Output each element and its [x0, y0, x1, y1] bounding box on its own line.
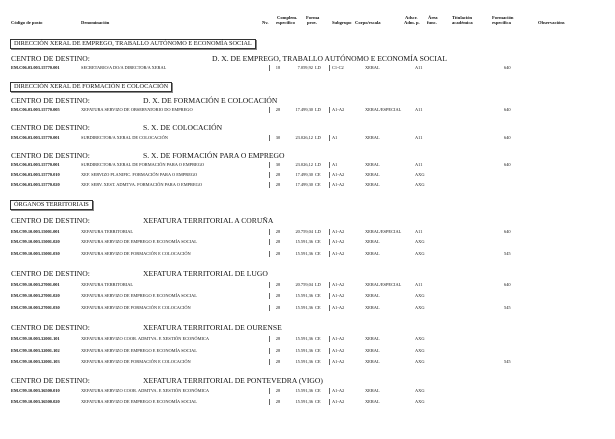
cell-code: EM.C99.10.003.15001.030: [11, 251, 60, 256]
centro-label: CENTRO DE DESTINO:: [11, 216, 90, 225]
cell-complemento: 15.591,36: [295, 359, 313, 364]
cell-complemento: 20.759,04: [295, 282, 313, 287]
cell-subgrupo: A1-A2: [332, 348, 345, 353]
cell-adscripcion: AXG: [415, 182, 425, 187]
cell-nv: 28: [275, 399, 281, 404]
header-formacion-2: específica: [492, 20, 511, 25]
table-row: [11, 238, 609, 246]
cell-forma: CE: [315, 399, 321, 404]
cell-nv: 28: [275, 172, 281, 177]
cell-nv: 28: [275, 336, 281, 341]
cell-subgrupo: A1-A2: [332, 107, 345, 112]
header-area-2: func.: [427, 20, 437, 25]
centro-label: CENTRO DE DESTINO:: [11, 96, 90, 105]
cell-divider: [269, 359, 270, 365]
cell-complemento: 15.591,36: [295, 239, 313, 244]
header-titulacion-2: académica: [452, 20, 473, 25]
cell-subgrupo: A1-A2: [332, 229, 345, 234]
cell-nv: 28: [275, 182, 281, 187]
cell-denominacion: XEFATURA SERVIZO DE OBSERVATORIO DO EMPREGO: [81, 107, 193, 112]
cell-divider: [329, 348, 330, 354]
cell-formacion: 640: [504, 65, 511, 70]
cell-adscripcion: AXG: [415, 239, 425, 244]
section-title: DIRECCIÓN XERAL DE EMPREGO, TRABALLO AUTÓNOMO E ECONOMÍA SOCIAL: [10, 39, 256, 49]
centro-label: CENTRO DE DESTINO:: [11, 123, 90, 132]
cell-nv: 28: [275, 359, 281, 364]
cell-divider: [329, 172, 330, 178]
cell-forma: CE: [315, 388, 321, 393]
header-forma-2: prov.: [307, 20, 317, 25]
header-adscr-1: Adscr.: [405, 15, 418, 20]
table-row: [11, 250, 609, 258]
cell-subgrupo: A1-A2: [332, 359, 345, 364]
cell-formacion: 640: [504, 229, 511, 234]
cell-denominacion: SUBDIRECTOR/A XERAL DE FORMACIÓN PARA O EMPREGO: [81, 162, 205, 167]
cell-corpo: XERAL: [365, 135, 380, 140]
cell-code: EM.C06.03.003.15770.005: [11, 107, 60, 112]
cell-corpo: XERAL/ESPECIAL: [365, 107, 402, 112]
cell-divider: [329, 107, 330, 113]
cell-adscripcion: AXG: [415, 293, 425, 298]
cell-adscripcion: AXG: [415, 399, 425, 404]
cell-divider: [329, 239, 330, 245]
table-row: [11, 281, 609, 289]
cell-complemento: 15.591,36: [295, 348, 313, 353]
centro-name: XEFATURA TERRITORIAL A CORUÑA: [143, 216, 274, 225]
header-formacion-1: Formación: [492, 15, 514, 20]
cell-denominacion: XEFATURA SERVIZO DE FORMACIÓN E COLOCACIÓN: [81, 251, 191, 256]
cell-denominacion: XEFATURA SERVIZO DE FORMACIÓN E COLOCACIÓN: [81, 305, 191, 310]
cell-subgrupo: A1-A2: [332, 293, 345, 298]
cell-subgrupo: A1-A2: [332, 251, 345, 256]
cell-divider: [269, 305, 270, 311]
cell-divider: [269, 135, 270, 141]
cell-nv: 18: [275, 65, 281, 70]
cell-nv: 28: [275, 305, 281, 310]
centro-label: CENTRO DE DESTINO:: [11, 151, 90, 160]
cell-adscripcion: A11: [415, 107, 423, 112]
cell-forma: CE: [315, 239, 321, 244]
cell-nv: 28: [275, 239, 281, 244]
section-title: DIRECCIÓN XERAL DE FORMACIÓN E COLOCACIÓN: [10, 82, 172, 92]
cell-code: EM.C99.10.003.27001.001: [11, 282, 60, 287]
cell-nv: 28: [275, 229, 281, 234]
cell-adscripcion: A11: [415, 162, 423, 167]
cell-divider: [329, 251, 330, 257]
cell-corpo: XERAL: [365, 388, 380, 393]
header-complem-2: específico: [276, 20, 295, 25]
table-row: [11, 292, 609, 300]
cell-forma: CE: [315, 305, 321, 310]
cell-denominacion: XEFATURA SERVIZO DE FORMACIÓN E COLOCACIÓN: [81, 359, 191, 364]
cell-complemento: 17.499,30: [295, 107, 313, 112]
table-row: [11, 181, 609, 189]
cell-divider: [329, 282, 330, 288]
cell-divider: [269, 251, 270, 257]
table-row: [11, 304, 609, 312]
cell-divider: [329, 305, 330, 311]
centro-label: CENTRO DE DESTINO:: [11, 376, 90, 385]
cell-adscripcion: A11: [415, 229, 423, 234]
cell-complemento: 15.591,36: [295, 251, 313, 256]
cell-forma: LD: [315, 282, 321, 287]
cell-nv: 30: [275, 162, 281, 167]
cell-corpo: XERAL: [365, 293, 380, 298]
cell-adscripcion: AXG: [415, 388, 425, 393]
cell-subgrupo: A1-A2: [332, 172, 345, 177]
cell-divider: [329, 293, 330, 299]
cell-adscripcion: AXG: [415, 359, 425, 364]
cell-code: EM.C99.10.003.15001.020: [11, 239, 60, 244]
cell-divider: [269, 172, 270, 178]
cell-adscripcion: AXG: [415, 172, 425, 177]
cell-subgrupo: A1-A2: [332, 282, 345, 287]
cell-corpo: XERAL/ESPECIAL: [365, 229, 402, 234]
cell-complemento: 15.591,36: [295, 388, 313, 393]
cell-corpo: XERAL: [365, 239, 380, 244]
cell-corpo: XERAL: [365, 359, 380, 364]
cell-complemento: 7.059,92: [297, 65, 313, 70]
cell-adscripcion: AXG: [415, 336, 425, 341]
cell-formacion: 545: [504, 251, 511, 256]
cell-corpo: XERAL: [365, 65, 380, 70]
cell-divider: [329, 135, 330, 141]
cell-corpo: XERAL: [365, 162, 380, 167]
cell-divider: [269, 282, 270, 288]
centro-name: XEFATURA TERRITORIAL DE PONTEVEDRA (VIGO): [143, 376, 323, 385]
cell-code: EM.C06.03.003.15770.010: [11, 172, 60, 177]
centro-name: D. X. DE FORMACIÓN E COLOCACIÓN: [143, 96, 278, 105]
cell-subgrupo: A1: [332, 135, 338, 140]
cell-code: EM.C06.03.003.15770.020: [11, 182, 60, 187]
cell-forma: LD: [315, 65, 321, 70]
cell-subgrupo: A1-A2: [332, 182, 345, 187]
cell-subgrupo: A1-A2: [332, 388, 345, 393]
centro-name: S. X. DE FORMACIÓN PARA O EMPREGO: [143, 151, 285, 160]
centro-name: D. X. DE EMPREGO, TRABALLO AUTÓNOMO E ECONOMÍA SOCIAL: [212, 54, 448, 63]
cell-forma: LD: [315, 107, 321, 112]
cell-adscripcion: AXG: [415, 251, 425, 256]
cell-divider: [269, 107, 270, 113]
cell-forma: LD: [315, 229, 321, 234]
cell-subgrupo: A1-A2: [332, 399, 345, 404]
cell-nv: 28: [275, 388, 281, 393]
cell-code: EM.C99.10.003.27001.030: [11, 305, 60, 310]
cell-divider: [269, 65, 270, 71]
header-titulacion-1: Titulación: [452, 15, 473, 20]
cell-forma: LD: [315, 162, 321, 167]
cell-divider: [329, 388, 330, 394]
cell-divider: [329, 336, 330, 342]
cell-forma: CE: [315, 182, 321, 187]
cell-divider: [269, 162, 270, 168]
cell-code: EM.C06.03.003.15770.001: [11, 135, 60, 140]
cell-nv: 28: [275, 107, 281, 112]
cell-corpo: XERAL/ESPECIAL: [365, 282, 402, 287]
cell-denominacion: XEFATURA SERVIZO COOR. ADMTVA. E XESTIÓN ECONÓMICA: [81, 388, 210, 393]
section-title: ÓRGANOS TERRITORIAIS: [10, 200, 93, 210]
cell-code: EM.C99.10.003.32001.101: [11, 336, 60, 341]
cell-subgrupo: A1-A2: [332, 239, 345, 244]
cell-nv: 28: [275, 251, 281, 256]
centro-label: CENTRO DE DESTINO:: [11, 54, 90, 63]
cell-subgrupo: A1-A2: [332, 305, 345, 310]
cell-denominacion: XEFATURA TERRITORIAL: [81, 282, 134, 287]
header-complem-1: Complem.: [277, 15, 298, 20]
cell-complemento: 15.591,36: [295, 293, 313, 298]
header-denominacion: Denominación: [81, 20, 110, 25]
cell-subgrupo: A1-A2: [332, 336, 345, 341]
cell-denominacion: SUBDIRECTOR/A XERAL DE COLOCACIÓN: [81, 135, 168, 140]
cell-adscripcion: A11: [415, 135, 423, 140]
table-row: [11, 134, 609, 142]
table-row: [11, 171, 609, 179]
cell-formacion: 545: [504, 305, 511, 310]
header-adscr-2: Adm. p.: [404, 20, 420, 25]
table-row: [11, 347, 609, 355]
cell-denominacion: XEFATURA SERVIZO COOR. ADMTVA. E XESTIÓN ECONÓMICA: [81, 336, 210, 341]
table-row: [11, 106, 609, 114]
cell-complemento: 23.026,12: [295, 135, 313, 140]
centro-label: CENTRO DE DESTINO:: [11, 269, 90, 278]
cell-nv: 28: [275, 282, 281, 287]
cell-complemento: 20.759,04: [295, 229, 313, 234]
cell-nv: 28: [275, 348, 281, 353]
centro-name: XEFATURA TERRITORIAL DE OURENSE: [143, 323, 282, 332]
cell-corpo: XERAL: [365, 172, 380, 177]
cell-code: EM.C99.10.003.32001.103: [11, 359, 60, 364]
cell-formacion: 640: [504, 162, 511, 167]
header-subgrupo: Subgrupo: [332, 20, 352, 25]
cell-divider: [269, 388, 270, 394]
cell-code: EM.C99.10.003.32001.102: [11, 348, 60, 353]
header-codigo: Código de posto: [11, 20, 43, 25]
cell-adscripcion: AXG: [415, 305, 425, 310]
cell-formacion: 640: [504, 135, 511, 140]
cell-corpo: XERAL: [365, 336, 380, 341]
cell-subgrupo: C1-C2: [332, 65, 344, 70]
cell-denominacion: XEFATURA SERVIZO DE EMPREGO E ECONOMÍA SOCIAL: [81, 293, 197, 298]
cell-forma: LD: [315, 135, 321, 140]
table-row: [11, 387, 609, 395]
centro-name: XEFATURA TERRITORIAL DE LUGO: [143, 269, 268, 278]
cell-corpo: XERAL: [365, 399, 380, 404]
header-area-1: Área: [428, 15, 438, 20]
cell-denominacion: XEFATURA SERVIZO DE EMPREGO E ECONOMÍA SOCIAL: [81, 239, 197, 244]
cell-forma: CE: [315, 348, 321, 353]
cell-complemento: 15.591,36: [295, 305, 313, 310]
cell-code: EM.C06.03.003.15770.001: [11, 65, 60, 70]
cell-denominacion: XEFATURA TERRITORIAL: [81, 229, 134, 234]
cell-complemento: 15.591,36: [295, 336, 313, 341]
table-row: [11, 228, 609, 236]
cell-nv: 30: [275, 135, 281, 140]
cell-divider: [269, 399, 270, 405]
cell-divider: [269, 182, 270, 188]
cell-divider: [269, 336, 270, 342]
cell-corpo: XERAL: [365, 305, 380, 310]
table-row: [11, 398, 609, 406]
cell-formacion: 640: [504, 282, 511, 287]
table-row: [11, 335, 609, 343]
cell-adscripcion: AXG: [415, 348, 425, 353]
cell-formacion: 545: [504, 359, 511, 364]
cell-code: EM.C99.10.003.27001.020: [11, 293, 60, 298]
cell-complemento: 17.499,30: [295, 182, 313, 187]
cell-denominacion: XEFATURA SERVIZO DE EMPREGO E ECONOMÍA SOCIAL: [81, 399, 197, 404]
cell-code: EM.C06.03.003.15770.001: [11, 162, 60, 167]
cell-forma: CE: [315, 172, 321, 177]
cell-divider: [329, 229, 330, 235]
cell-code: EM.C99.10.003.36500.020: [11, 399, 60, 404]
header-corpo: Corpo/escala: [355, 20, 381, 25]
cell-divider: [269, 229, 270, 235]
table-row: [11, 64, 609, 72]
cell-corpo: XERAL: [365, 182, 380, 187]
cell-corpo: XERAL: [365, 348, 380, 353]
cell-nv: 28: [275, 293, 281, 298]
cell-divider: [269, 348, 270, 354]
cell-denominacion: SECRETARIO/A DO/A DIRECTOR/A XERAL: [81, 65, 167, 70]
cell-denominacion: XEFATURA SERVIZO DE EMPREGO E ECONOMÍA SOCIAL: [81, 348, 197, 353]
cell-divider: [329, 359, 330, 365]
cell-forma: CE: [315, 293, 321, 298]
cell-complemento: 15.591,36: [295, 399, 313, 404]
header-observacions: Observacións: [538, 20, 565, 25]
header-forma-1: Forma: [306, 15, 320, 20]
centro-name: S. X. DE COLOCACIÓN: [143, 123, 223, 132]
table-row: [11, 161, 609, 169]
cell-adscripcion: A11: [415, 282, 423, 287]
cell-corpo: XERAL: [365, 251, 380, 256]
cell-subgrupo: A1: [332, 162, 338, 167]
cell-code: EM.C99.10.003.15001.001: [11, 229, 60, 234]
cell-divider: [329, 399, 330, 405]
cell-denominacion: XEF. SERVIZO PLANIFIC. FORMACIÓN PARA O EMPREGO: [81, 172, 198, 177]
cell-divider: [329, 162, 330, 168]
cell-forma: CE: [315, 251, 321, 256]
cell-complemento: 17.499,30: [295, 172, 313, 177]
cell-divider: [269, 293, 270, 299]
cell-complemento: 23.026,12: [295, 162, 313, 167]
table-row: [11, 358, 609, 366]
cell-code: EM.C99.10.003.36500.010: [11, 388, 60, 393]
cell-divider: [269, 239, 270, 245]
cell-adscripcion: A11: [415, 65, 423, 70]
header-nv: Nv.: [262, 20, 269, 25]
cell-forma: CE: [315, 359, 321, 364]
centro-label: CENTRO DE DESTINO:: [11, 323, 90, 332]
cell-divider: [329, 182, 330, 188]
cell-forma: CE: [315, 336, 321, 341]
cell-denominacion: XEF. SERV. XEST. ADMTVA. FORMACIÓN PARA O EMPREGO: [81, 182, 202, 187]
cell-divider: [329, 65, 330, 71]
cell-formacion: 640: [504, 107, 511, 112]
